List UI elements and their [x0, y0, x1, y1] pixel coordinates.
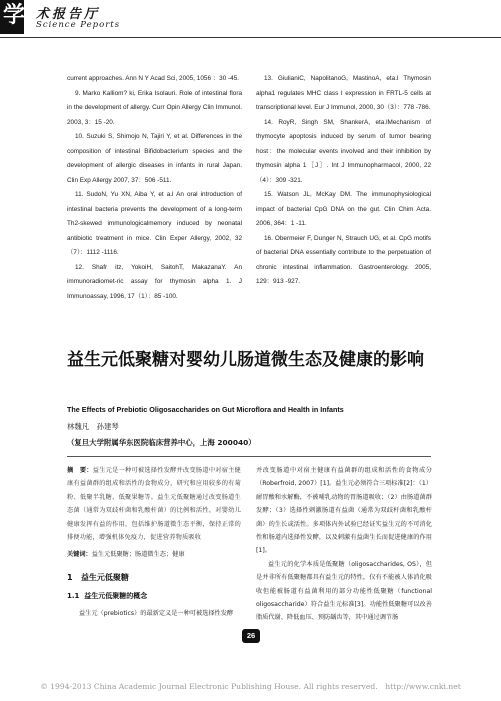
body-paragraph: 益生元（prebiotics）的最新定义是一种可被选择性发酵 [79, 609, 234, 617]
body-left-column [67, 464, 241, 620]
abstract-label: 摘 要： [67, 467, 93, 474]
article-authors: 林魏凡 孙建琴 [67, 422, 119, 431]
subsection-title: 益生元低聚糖的概念 [84, 592, 148, 601]
body-right-column [256, 464, 432, 625]
section-heading [67, 571, 241, 584]
reference-item: 11. SudoN, Yu XN, Aiba Y, et a.l An oral introduction of intestinal bacteria prevents the development of a long-term Th2-skewed immunologicalmemory induced by neonatal antibiotic treatment in mice. Clin Exper Allergy, 2002, 32（7）：1112 -1116. [67, 191, 242, 256]
section-logo [0, 0, 24, 34]
reference-item: 12. Shafr itz, YokoiH, SaitohT, MakazanaY. An immunoradiomet-ric assay for thymosin alpha 1. J Immunoassay, 1996, 17（1）：85 -100. [67, 263, 242, 300]
abstract-text: 益生元是一种可被选择性发酵并改变肠道中对宿主健康有益菌群的组成和活性的食物成分，研究和应用较多的有菊粉、低聚半乳糖、低聚果糖等。益生元低聚糖通过改变肠道生态菌（通常为双歧杆菌和乳酸杆菌）的比例和活性，对婴幼儿健康发挥有益的作用，包括维护肠道微生态平衡，保持正常的排便功能，增强机体免疫力，促进营养物质吸收 [67, 467, 241, 542]
article-affiliation: （复旦大学附属华东医院临床营养中心，上海 200040） [67, 438, 256, 447]
section-title: 益生元低聚糖 [80, 572, 129, 582]
keywords-text: 益生元低聚糖；肠道微生态；健康 [91, 551, 185, 559]
copyright-footer: © 1994-2013 China Academic Journal Electronic Publishing House. All rights reserved. http://www.cnki.net [40, 682, 461, 691]
logo-char: 学 [3, 3, 26, 28]
reference-item: 14. RoyR, Singh SM, ShankerA, eta.lMechanism of thymocyte apoptosis induced by serum of tumor bearing host：the molecular events involved and their inhibition by thymosin alpha 1［J］. Int J Immunopharmacol, 2000, 22（4）：309 -321. [256, 118, 431, 184]
reference-item: 13. GiulianiC, NapolitanoG, MastinoA, eta.l Thymosin alpha1 regulates MHC class I expression in FRTL-5 cells at transcriptional level. Eur J Immunol, 2000, 30（3）：778 -786. [256, 75, 431, 111]
reference-item: current approaches. Ann N Y Acad Sci, 2005, 1056 ：30 -45. [67, 75, 240, 82]
page-number: 26 [242, 629, 260, 643]
keywords-label: 关键词： [67, 551, 92, 559]
subsection-heading [67, 590, 241, 603]
section-title-zh: 术报告厅 [36, 7, 101, 22]
title-divider [67, 456, 431, 457]
reference-item: 15. Watson JL, McKay DM. The immunophysiological impact of bacterial CpG DNA on the gut. Clin Chim Acta. 2006, 364：1 -11. [256, 191, 431, 227]
journal-header [0, 0, 501, 38]
reference-item: 16. Obermeier F, Dunger N, Strauch UG, et al. CpG motifs of bacterial DNA essentially contribute to the perpetuation of chronic intestinal inflammation. Gastroenterology. 2005, 129：913 -927. [256, 234, 431, 285]
reference-item: 10. Suzuki S, Shimojo N, Tajiri Y, et al. Differences in the composition of intestinal Bifidobacterium species and the development of allergic diseases in infants in rural Japan. Clin Exp Allergy 2007, 37：506 -511. [67, 133, 242, 184]
article-title-en: The Effects of Prebiotic Oligosaccharides on Gut Microflora and Health in Infants [67, 405, 344, 414]
abstract [67, 464, 241, 544]
article-title-zh: 益生元低聚糖对婴幼儿肠道微生态及健康的影响 [67, 350, 424, 370]
reference-item: 9. Marko Kalliom? ki, Erika Isolauri. Role of intestinal flora in the development of allergy. Curr Opin Allergy Clin Immunol. 2003, 3：15 -20. [67, 89, 242, 126]
references-left-column [67, 72, 242, 304]
keywords [67, 548, 241, 561]
references-right-column [256, 72, 431, 290]
section-title-en: Science Peports [36, 20, 121, 30]
body-paragraph: 益生元的化学本质是低聚糖（oligosaccharides, OS），但是并非所有低聚糖都具有益生元的特性，仅有不能被人体消化吸收但能被肠道有益菌利用的部分功能性低聚糖（functional oligosaccharide）符合益生元标准[3]。功能性低聚糖可以改善脂质代谢、降低血压、预防龋齿等，其中通过调节肠 [256, 560, 432, 622]
header-rule [0, 37, 501, 38]
body-paragraph: 并改变肠道中对宿主健康有益菌群的组成和活性的食物成分（Roberfroid, 2007）[1]。益生元必须符合三项标准[2]：（1）耐胃酸和水解酶，不被哺乳动物的胃肠道吸收；（2）由肠道菌群发酵；（3）选择性刺激肠道有益菌（通常为双歧杆菌和乳酸杆菌）的生长或活性。多项体内外试验已经证实益生元的不可消化性和肠道内选择性发酵，以及刺激有益菌生长而促进健康的作用[1]。 [256, 467, 432, 555]
subsection-number: 1.1 [67, 592, 80, 601]
section-number: 1 [67, 572, 73, 582]
